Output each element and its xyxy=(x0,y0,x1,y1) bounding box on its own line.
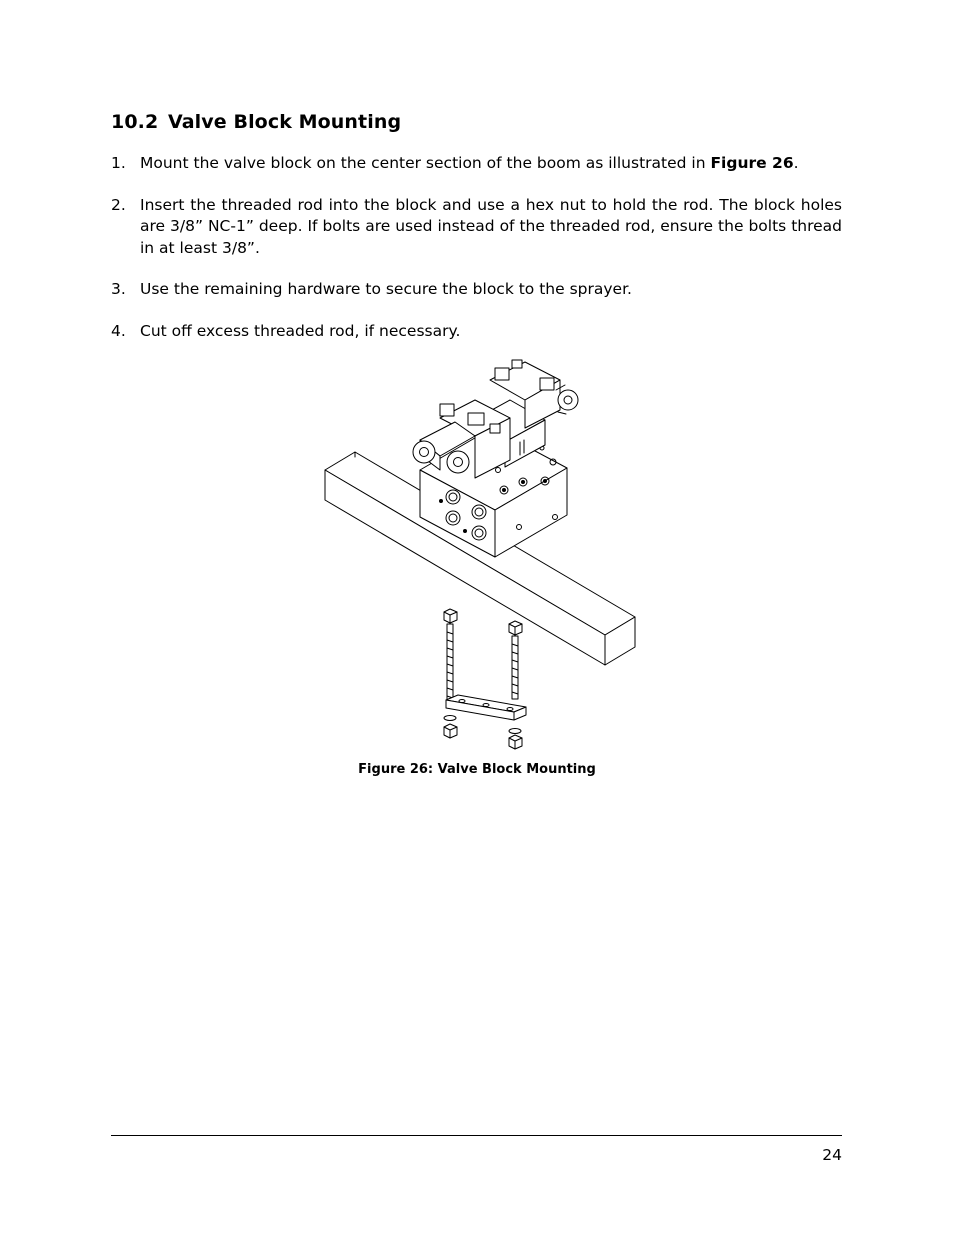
step-marker: 3. xyxy=(111,280,126,298)
figure-caption: Figure 26: Valve Block Mounting xyxy=(358,762,596,777)
step-marker: 1. xyxy=(111,154,126,172)
left-threaded-rod xyxy=(444,609,457,702)
valve-block-mounting-illustration xyxy=(318,350,640,754)
section-title: Valve Block Mounting xyxy=(168,111,402,133)
step-marker: 4. xyxy=(111,321,126,340)
footer-rule xyxy=(111,1135,842,1136)
right-threaded-rod xyxy=(509,621,522,699)
step-text-end: . xyxy=(793,154,799,172)
figure-reference: Figure 26 xyxy=(710,154,794,172)
instruction-list xyxy=(111,153,842,362)
step-text: Use the remaining hardware to secure the block to the sprayer. xyxy=(140,280,632,298)
step-text: Mount the valve block on the center section of the boom as illustrated in xyxy=(140,154,711,172)
instruction-step-3 xyxy=(111,279,842,301)
instruction-step-1 xyxy=(111,153,842,175)
step-marker: 2. xyxy=(111,195,126,214)
step-text: Cut off excess threaded rod, if necessary. xyxy=(140,321,461,340)
section-number: 10.2 xyxy=(111,111,159,133)
section-heading xyxy=(111,111,401,133)
bottom-washers-and-nuts xyxy=(444,716,522,750)
instruction-step-4 xyxy=(111,321,842,343)
page-number: 24 xyxy=(822,1146,842,1164)
step-text: Insert the threaded rod into the block and use a hex nut to hold the rod. The block holes are 3/8” NC-1” deep. If bolts are used instead of the threaded rod, ensure the bolts thread in at least 3/8”. xyxy=(140,195,842,257)
instruction-step-2 xyxy=(111,195,842,260)
